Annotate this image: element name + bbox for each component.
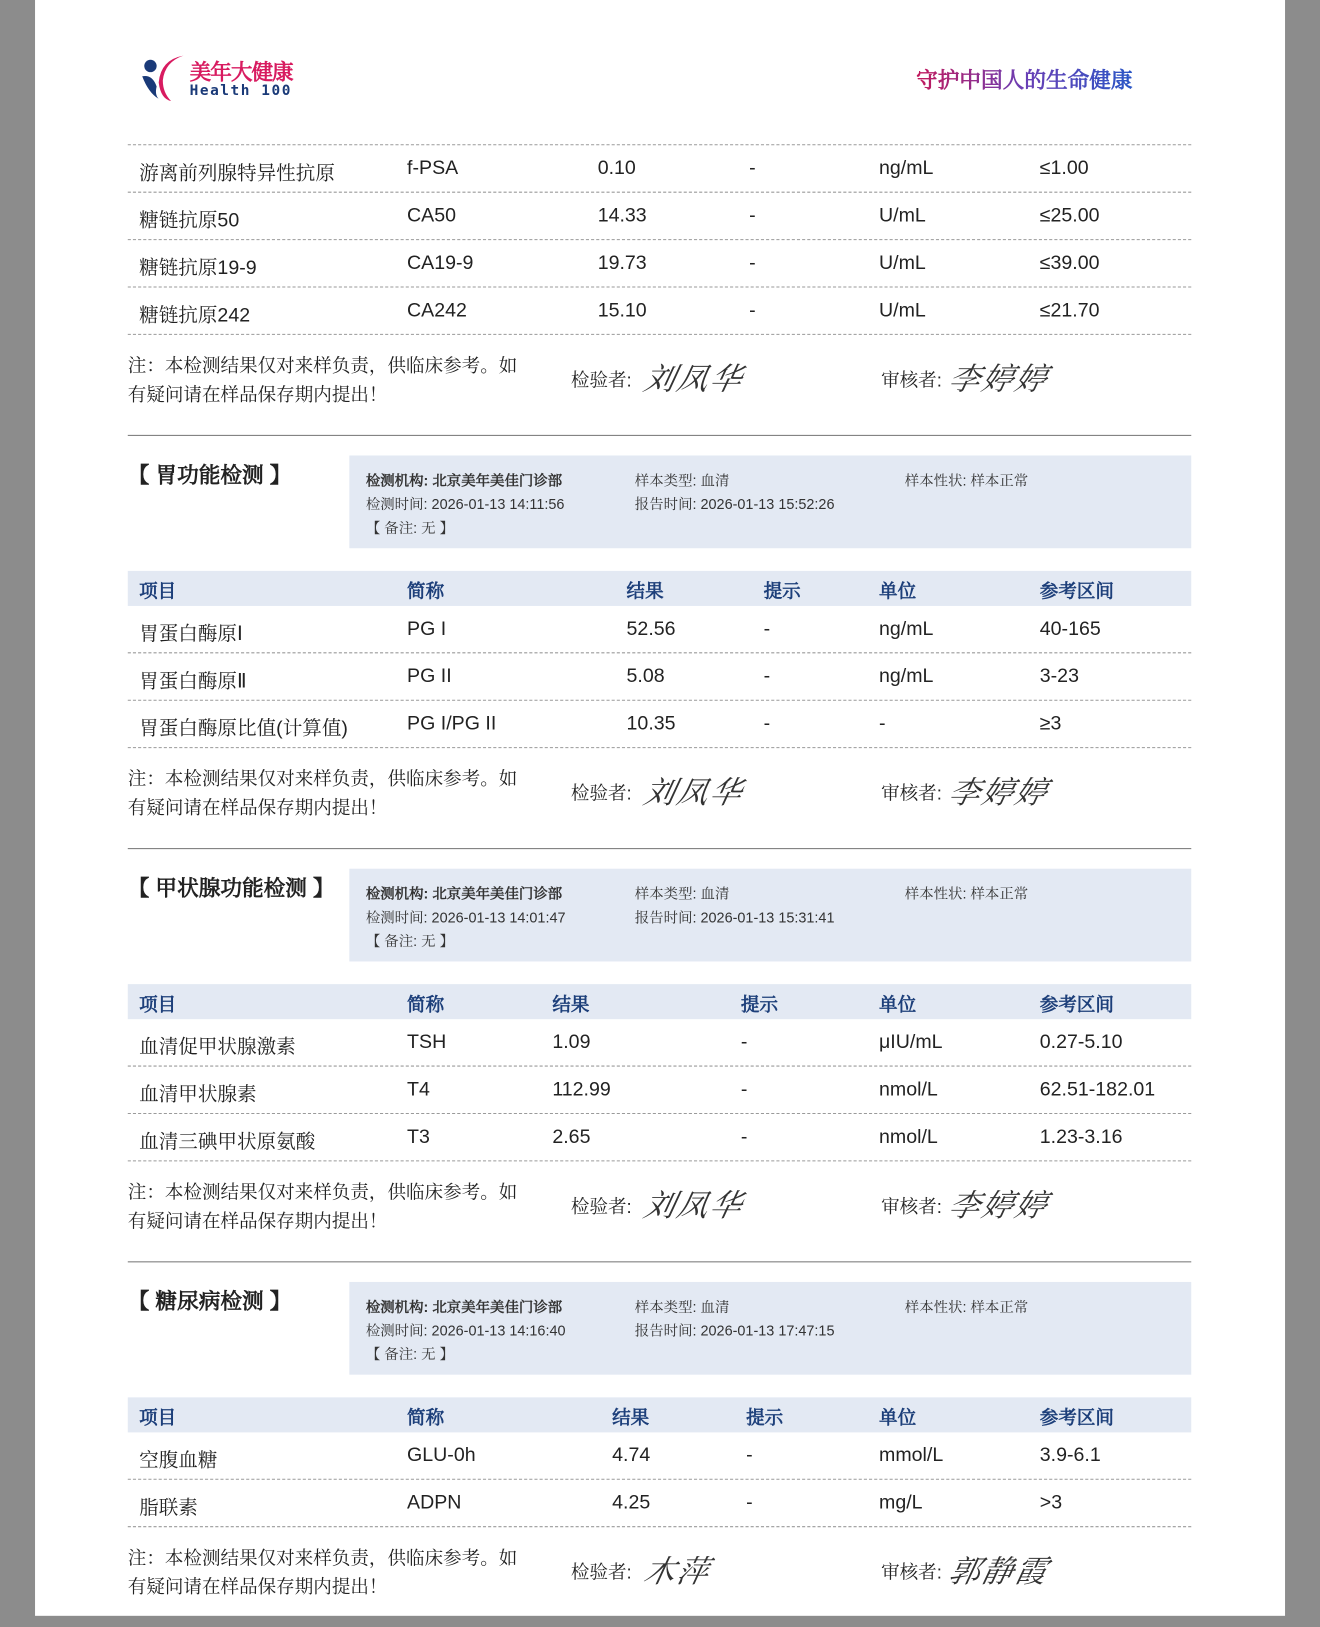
sample-info-box — [349, 1282, 1191, 1375]
unit-header: 单位 — [879, 994, 917, 1016]
signature-note — [128, 1161, 1191, 1261]
item-name-header: 项目 — [139, 1407, 177, 1429]
item-name-cell: 血清三碘甲状原氨酸 — [139, 1131, 316, 1154]
signature-note — [128, 335, 1191, 435]
section-header — [128, 436, 1191, 549]
reference-range-cell: >3 — [1039, 1492, 1063, 1514]
section-header — [128, 849, 1191, 962]
abbreviation-cell: CA19-9 — [407, 252, 474, 275]
item-name-cell: 糖链抗原19-9 — [139, 257, 257, 280]
tester-label: 检验者: — [570, 783, 632, 804]
tester-signature: 刘凤华 — [640, 774, 748, 812]
reference-range-cell: 40-165 — [1039, 618, 1101, 640]
result-cell: 2.65 — [552, 1126, 591, 1148]
unit-cell: mmol/L — [879, 1444, 944, 1467]
section-header — [128, 1262, 1191, 1375]
unit-cell: U/mL — [879, 252, 926, 275]
hint-cell: - — [749, 157, 756, 180]
reference-range-cell: 1.23-3.16 — [1039, 1126, 1123, 1148]
remark: 【 备注: 无 】 — [365, 1345, 454, 1363]
table-row — [128, 288, 1191, 335]
result-cell: 0.10 — [597, 157, 636, 180]
hint-header: 提示 — [740, 994, 779, 1016]
sample-state: 样本性状: 样本正常 — [904, 885, 1029, 902]
spacer — [128, 549, 1191, 571]
result-cell: 10.35 — [626, 713, 676, 735]
reference-range-cell: 3.9-6.1 — [1039, 1444, 1101, 1467]
tester-signature: 刘凤华 — [640, 1188, 748, 1225]
unit-header: 单位 — [879, 581, 917, 602]
table-header — [128, 984, 1191, 1019]
result-cell: 14.33 — [597, 205, 647, 227]
abbreviation-cell: PG I — [407, 618, 447, 640]
tester-label: 检验者: — [570, 1562, 632, 1583]
reviewer-label: 审核者: — [881, 783, 942, 804]
hint-header: 提示 — [763, 581, 801, 602]
test-time: 检测时间: 2026-01-13 14:16:40 — [365, 1322, 566, 1339]
report-page — [35, 0, 1285, 1616]
logo-figure-icon — [138, 52, 187, 104]
reference-range-cell: 0.27-5.10 — [1039, 1031, 1123, 1054]
result-cell: 4.25 — [612, 1492, 651, 1514]
result-cell: 15.10 — [597, 299, 647, 322]
tester-signature: 木萍 — [640, 1553, 715, 1591]
signature-note — [128, 1527, 1191, 1627]
hint-cell: - — [749, 252, 756, 275]
unit-cell: - — [879, 713, 886, 735]
unit-cell: ng/mL — [879, 157, 934, 180]
disclaimer-text: 注：本检测结果仅对来样负责，供临床参考。如有疑问请在样品保存期内提出！ — [127, 355, 518, 405]
section-title: 【 糖尿病检测 】 — [127, 1290, 292, 1314]
sample-info-box — [349, 869, 1191, 962]
hint-cell: - — [749, 299, 756, 322]
report-time: 报告时间: 2026-01-13 17:47:15 — [634, 1322, 835, 1339]
spacer — [128, 962, 1191, 984]
hint-cell: - — [740, 1126, 748, 1148]
sample-type: 样本类型: 血清 — [634, 885, 730, 902]
item-name-header: 项目 — [139, 581, 177, 602]
remark: 【 备注: 无 】 — [365, 519, 454, 536]
tester-signature: 刘凤华 — [640, 361, 748, 398]
abbreviation-cell: TSH — [407, 1031, 447, 1054]
sample-type: 样本类型: 血清 — [634, 1298, 730, 1315]
sample-type: 样本类型: 血清 — [634, 471, 730, 489]
result-header: 结果 — [626, 581, 664, 602]
reference-range-cell: ≤25.00 — [1039, 205, 1100, 227]
report-time: 报告时间: 2026-01-13 15:31:41 — [634, 908, 835, 926]
table-row — [128, 606, 1191, 653]
abbreviation-cell: CA242 — [407, 299, 467, 322]
spacer — [128, 1376, 1191, 1398]
unit-cell: nmol/L — [879, 1078, 938, 1101]
report-content — [128, 144, 1191, 1627]
abbreviation-cell: T3 — [407, 1126, 430, 1148]
item-name-header: 项目 — [139, 994, 177, 1016]
tester-label: 检验者: — [570, 369, 632, 391]
logo-cn-text: 美年大健康 — [189, 60, 293, 85]
hint-cell: - — [749, 205, 756, 227]
item-name-cell: 血清促甲状腺激素 — [139, 1036, 296, 1059]
abbreviation-cell: PG I/PG II — [407, 713, 497, 735]
item-name-cell: 胃蛋白酶原比值(计算值) — [139, 718, 348, 740]
abbreviation-cell: CA50 — [407, 205, 457, 227]
hint-cell: - — [740, 1031, 748, 1054]
reference-range-cell: ≤39.00 — [1039, 252, 1100, 275]
hint-cell: - — [740, 1078, 748, 1101]
disclaimer-text: 注：本检测结果仅对来样负责，供临床参考。如有疑问请在样品保存期内提出！ — [127, 1547, 518, 1598]
reference-range-cell: 3-23 — [1039, 665, 1079, 688]
institution: 检测机构: 北京美年美佳门诊部 — [365, 1298, 563, 1315]
table-row — [128, 1432, 1191, 1479]
item-name-cell: 空腹血糖 — [139, 1449, 218, 1472]
hint-cell: - — [746, 1492, 753, 1514]
item-name-cell: 糖链抗原50 — [139, 210, 240, 232]
item-name-cell: 血清甲状腺素 — [139, 1084, 257, 1106]
reference-range-cell: ≤21.70 — [1039, 299, 1100, 322]
result-cell: 19.73 — [597, 252, 647, 275]
result-header: 结果 — [552, 994, 590, 1016]
disclaimer-text: 注：本检测结果仅对来样负责，供临床参考。如有疑问请在样品保存期内提出！ — [127, 768, 518, 819]
result-cell: 5.08 — [626, 665, 665, 688]
reviewer-signature: 李婷婷 — [945, 774, 1053, 812]
tester-label: 检验者: — [570, 1196, 632, 1218]
abbreviation-cell: GLU-0h — [407, 1444, 476, 1467]
institution: 检测机构: 北京美年美佳门诊部 — [365, 885, 563, 902]
unit-cell: U/mL — [879, 205, 926, 227]
unit-cell: U/mL — [879, 299, 926, 322]
abbreviation-header: 简称 — [407, 1407, 445, 1429]
remark: 【 备注: 无 】 — [365, 932, 454, 950]
item-name-cell: 胃蛋白酶原Ⅰ — [139, 623, 243, 646]
item-name-cell: 脂联素 — [139, 1497, 198, 1519]
table-header — [128, 1397, 1191, 1432]
item-name-cell: 糖链抗原242 — [139, 305, 251, 327]
table-row — [128, 1114, 1191, 1161]
unit-cell: ng/mL — [879, 665, 934, 688]
item-name-cell: 胃蛋白酶原Ⅱ — [139, 670, 247, 693]
table-row — [128, 193, 1191, 240]
result-cell: 1.09 — [552, 1031, 591, 1054]
brand-logo — [138, 52, 313, 104]
result-cell: 112.99 — [552, 1078, 611, 1101]
reviewer-signature: 郭静霞 — [945, 1553, 1053, 1591]
abbreviation-header: 简称 — [407, 581, 445, 602]
abbreviation-cell: T4 — [407, 1078, 430, 1101]
section-title: 【 甲状腺功能检测 】 — [127, 876, 335, 901]
test-time: 检测时间: 2026-01-13 14:11:56 — [365, 495, 565, 513]
unit-cell: μIU/mL — [879, 1031, 943, 1054]
result-cell: 4.74 — [612, 1444, 651, 1467]
hint-cell: - — [763, 665, 771, 688]
abbreviation-cell: f-PSA — [407, 157, 459, 180]
test-time: 检测时间: 2026-01-13 14:01:47 — [365, 908, 566, 926]
reviewer-label: 审核者: — [881, 1562, 942, 1583]
reference-range-cell: 62.51-182.01 — [1039, 1078, 1156, 1101]
table-row — [128, 701, 1191, 748]
result-cell: 52.56 — [626, 618, 676, 640]
abbreviation-cell: ADPN — [407, 1492, 462, 1514]
section-title: 【 胃功能检测 】 — [127, 463, 292, 488]
disclaimer-text: 注：本检测结果仅对来样负责，供临床参考。如有疑问请在样品保存期内提出！ — [127, 1181, 518, 1232]
reviewer-signature: 李婷婷 — [945, 361, 1053, 398]
table-row — [128, 240, 1191, 287]
institution: 检测机构: 北京美年美佳门诊部 — [365, 471, 563, 489]
reviewer-label: 审核者: — [881, 369, 942, 391]
reviewer-signature: 李婷婷 — [945, 1188, 1053, 1225]
reference-range-cell: ≥3 — [1039, 713, 1062, 735]
table-header — [128, 571, 1191, 606]
abbreviation-header: 简称 — [407, 994, 445, 1016]
hint-cell: - — [763, 618, 771, 640]
table-row — [128, 1067, 1191, 1114]
hint-cell: - — [746, 1444, 753, 1467]
table-row — [128, 145, 1191, 192]
signature-note — [128, 748, 1191, 848]
reference-range-header: 参考区间 — [1039, 994, 1114, 1016]
report-time: 报告时间: 2026-01-13 15:52:26 — [634, 495, 835, 513]
sample-state: 样本性状: 样本正常 — [904, 471, 1029, 489]
logo-en-text: Health 100 — [189, 82, 292, 99]
result-header: 结果 — [612, 1407, 650, 1429]
abbreviation-cell: PG II — [407, 665, 452, 688]
reference-range-cell: ≤1.00 — [1039, 157, 1089, 180]
table-row — [128, 1480, 1191, 1527]
hint-cell: - — [763, 713, 771, 735]
sample-info-box — [349, 455, 1191, 548]
item-name-cell: 游离前列腺特异性抗原 — [139, 162, 335, 185]
unit-cell: mg/L — [879, 1492, 923, 1514]
table-row — [128, 1019, 1191, 1066]
hint-header: 提示 — [746, 1407, 784, 1429]
unit-header: 单位 — [879, 1407, 917, 1429]
sample-state: 样本性状: 样本正常 — [904, 1298, 1029, 1315]
unit-cell: nmol/L — [879, 1126, 938, 1148]
unit-cell: ng/mL — [879, 618, 934, 640]
reviewer-label: 审核者: — [881, 1196, 942, 1218]
reference-range-header: 参考区间 — [1039, 581, 1114, 602]
reference-range-header: 参考区间 — [1039, 1407, 1114, 1429]
table-row — [128, 653, 1191, 700]
slogan: 守护中国人的生命健康 — [916, 64, 1132, 95]
